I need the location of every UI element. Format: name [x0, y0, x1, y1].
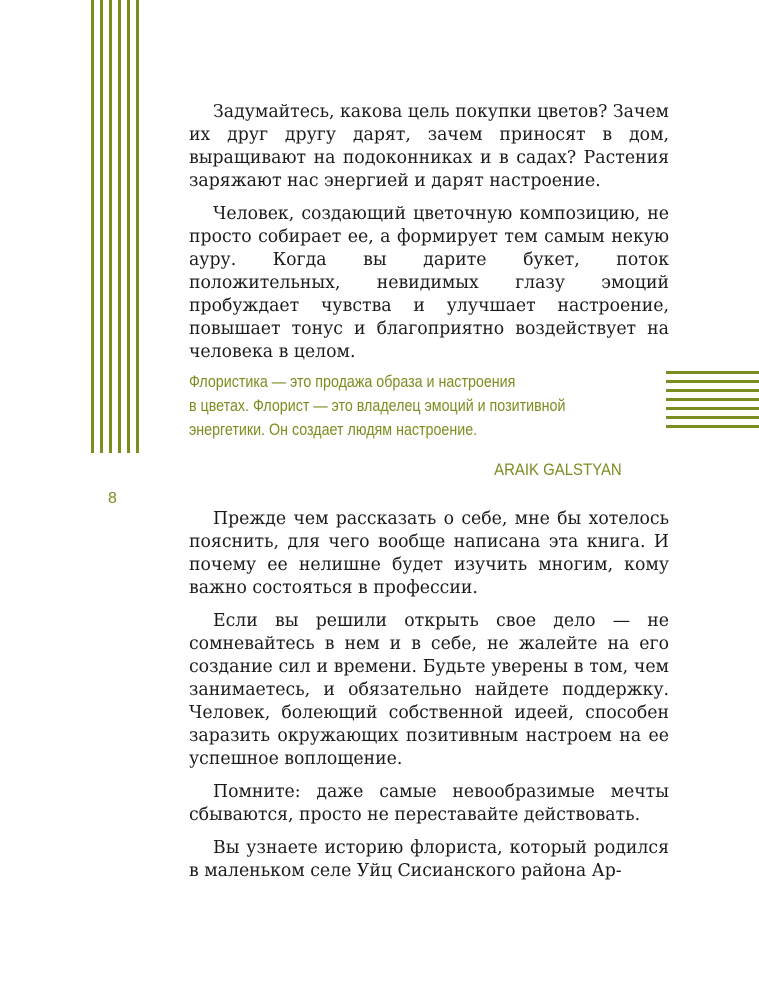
stripe: [666, 389, 759, 392]
paragraph: Если вы решили открыть свое дело — не сомневайтесь в нем и в себе, не жалейте на его создание сил и времени. Будьте уверены в том, чем занимаетесь, и обязательно найдете поддержку. Человек, болеющий собственной идеей, способен заразить окружающих позитивным настроем на ее успешное воплощение.: [189, 611, 669, 769]
paragraph: Вы узнаете историю флориста, который родился в маленьком селе Уйц Сисианского района Ар-: [189, 838, 669, 881]
paragraph: Помните: даже самые невообразимые мечты сбываются, просто не переставайте действовать.: [189, 782, 669, 825]
stripe: [91, 0, 94, 453]
stripe: [666, 425, 759, 428]
quote-author: ARAIK GALSTYAN: [494, 460, 622, 479]
stripe: [666, 398, 759, 401]
stripe: [100, 0, 103, 453]
stripe: [666, 371, 759, 374]
main-text-block: [189, 508, 669, 893]
stripe: [666, 407, 759, 410]
paragraph: Прежде чем рассказать о себе, мне бы хотелось пояснить, для чего вообще написана эта книга. И почему ее нелишне будет изучить многим, кому важно состояться в профессии.: [189, 509, 669, 598]
quote-line: энергетики. Он создает людям настроение.: [189, 420, 478, 439]
stripe: [127, 0, 130, 453]
stripe: [118, 0, 121, 453]
stripe: [666, 416, 759, 419]
decorative-horizontal-stripes: [666, 371, 759, 431]
paragraph: Задумайтесь, какова цель покупки цветов? Зачем их друг другу дарят, зачем приносят в дом, выращивают на подоконниках и в садах? Растения заряжают нас энергией и дарят настроение.: [189, 102, 669, 191]
stripe: [136, 0, 139, 453]
pull-quote: [189, 370, 593, 442]
page-number: 8: [108, 490, 117, 507]
quote-line: в цветах. Флорист — это владелец эмоций и позитивной: [189, 396, 566, 415]
stripe: [666, 380, 759, 383]
intro-text-block: [189, 101, 669, 374]
decorative-vertical-stripes: [91, 0, 139, 453]
paragraph: Человек, создающий цветочную композицию, не просто собирает ее, а формирует тем самым некую ауру. Когда вы дарите букет, поток положительных, невидимых глазу эмоций пробуждает чувства и улучшает настроение, повышает тонус и благоприятно воздействует на человека в целом.: [189, 204, 669, 362]
stripe: [109, 0, 112, 453]
quote-line: Флористика — это продажа образа и настроения: [189, 372, 516, 391]
